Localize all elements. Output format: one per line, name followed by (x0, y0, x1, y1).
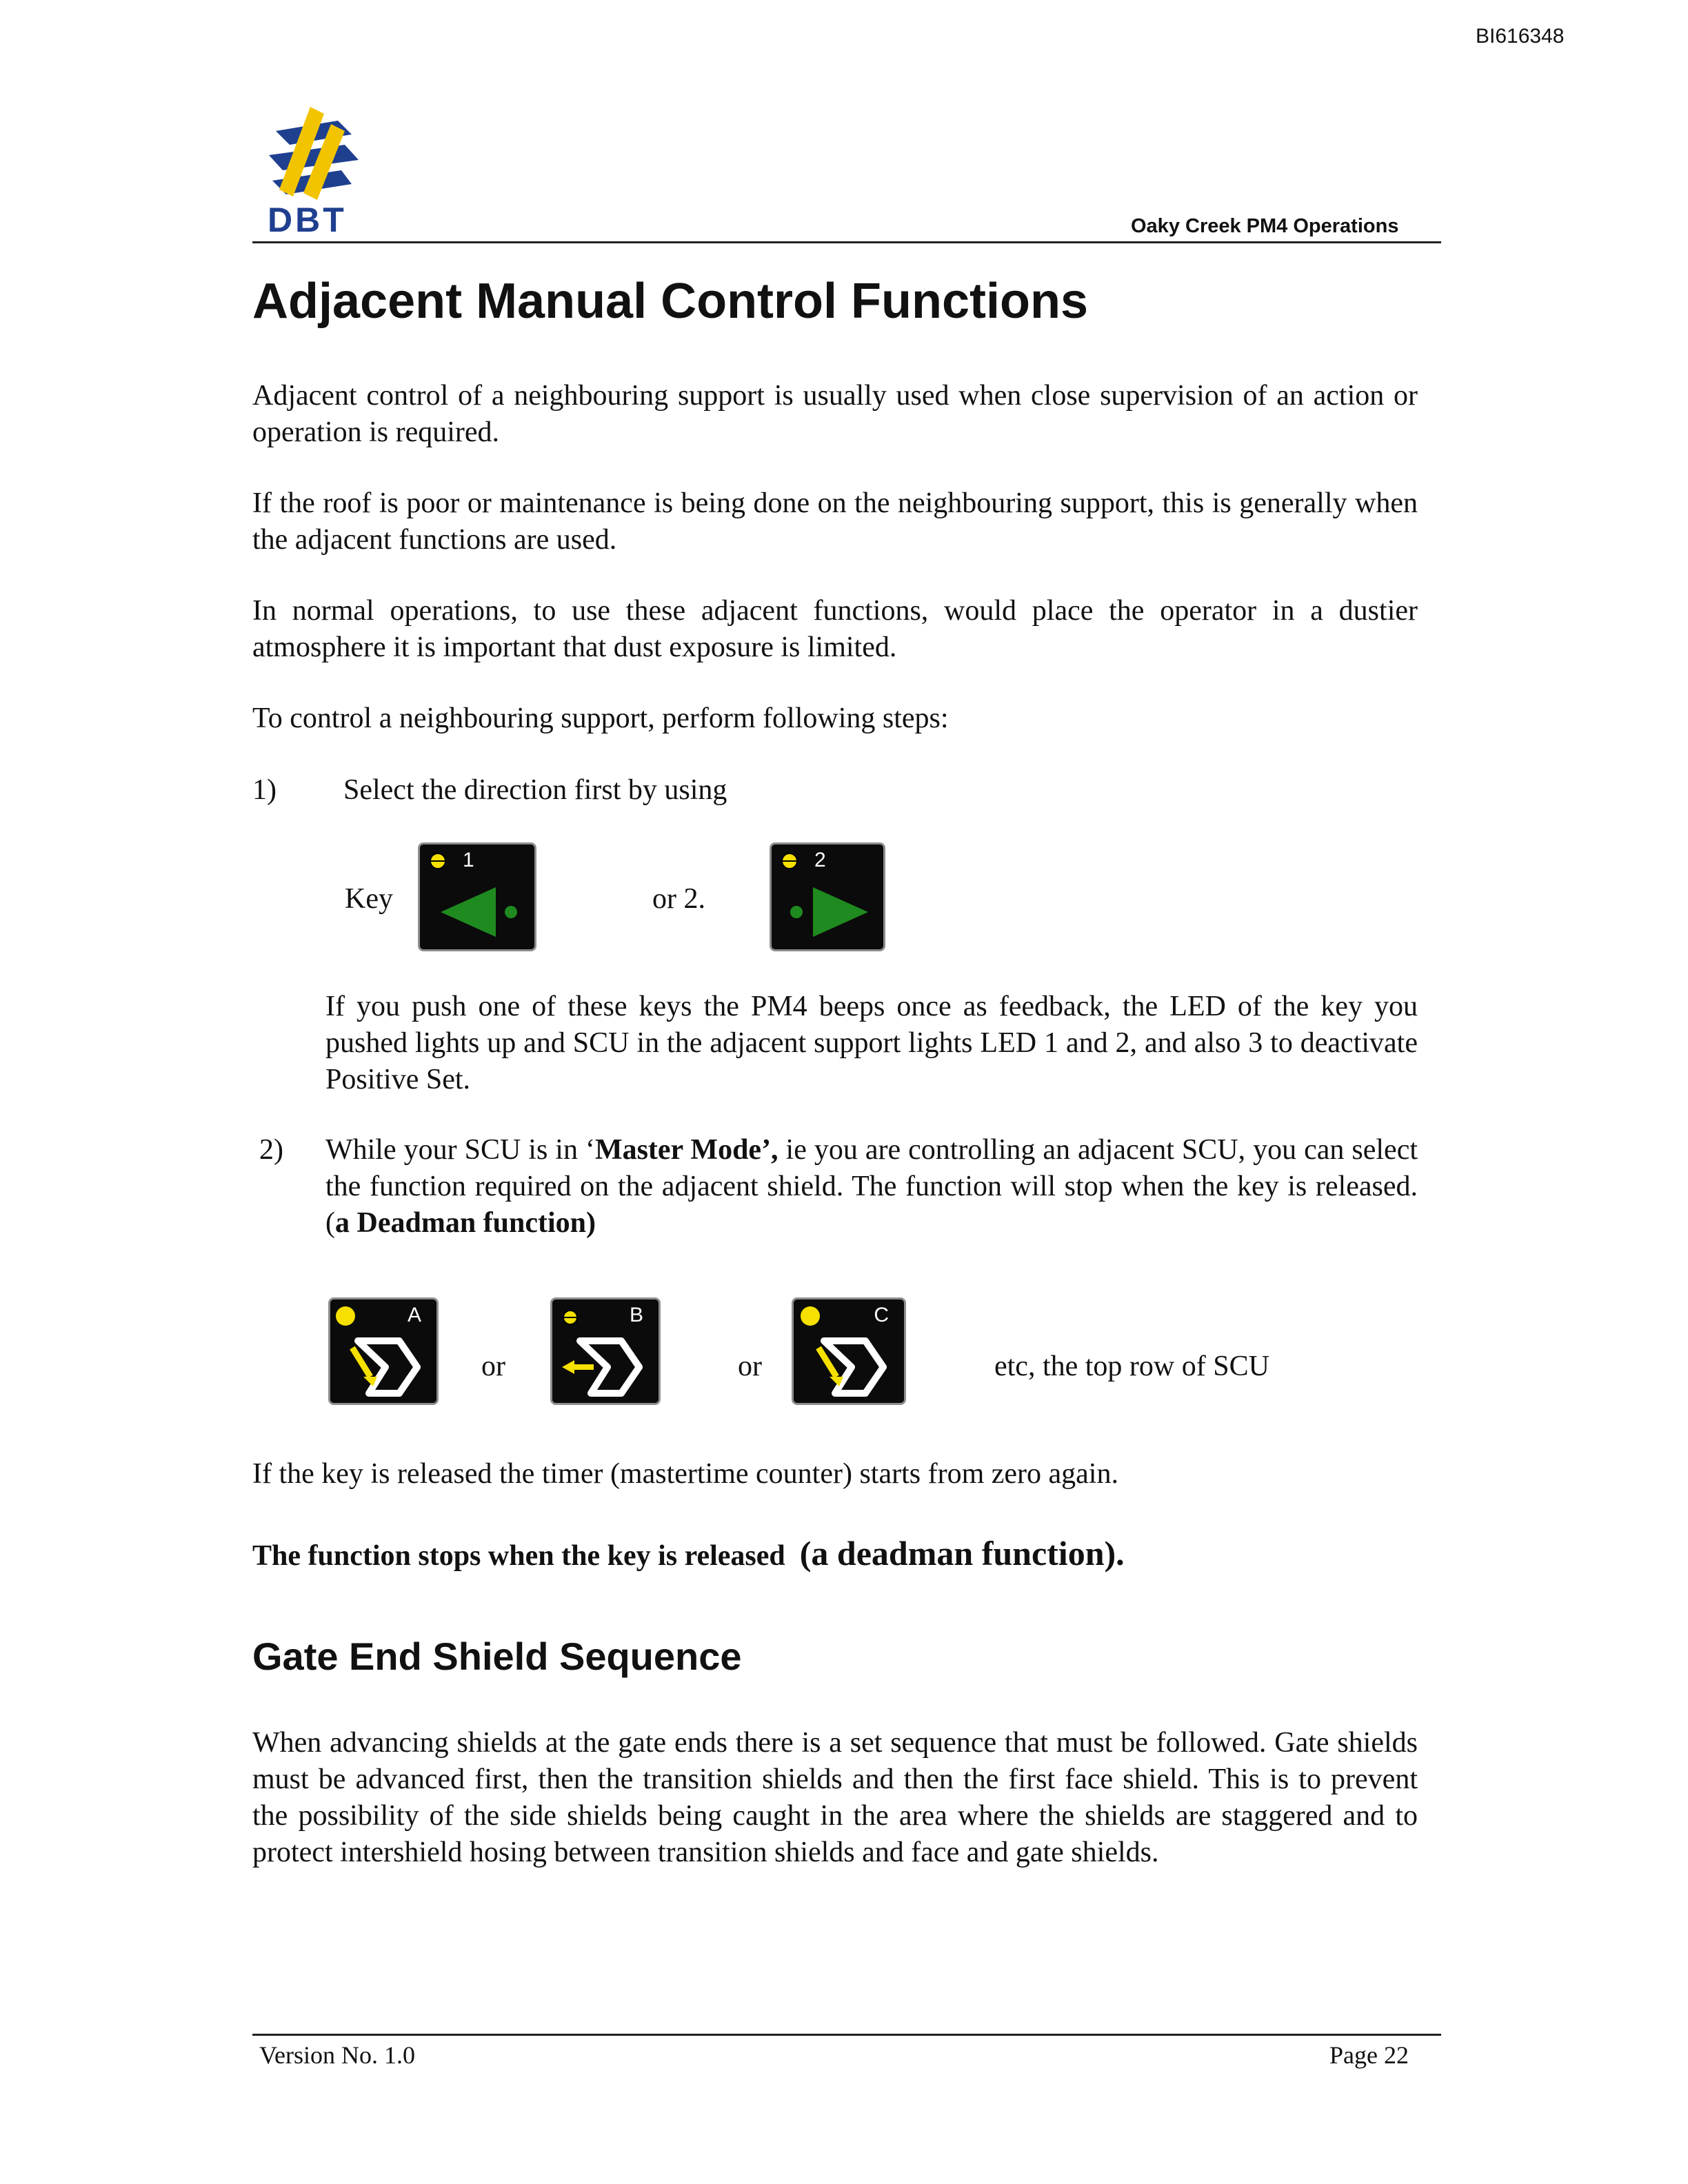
function-stops-part2: (a deadman function). (799, 1534, 1125, 1573)
right-arrow-icon (772, 845, 883, 949)
key-2-right-arrow (770, 842, 885, 951)
key-c-function (792, 1297, 906, 1405)
step2-deadman: a Deadman function) (335, 1207, 596, 1239)
step1-number: 1) (252, 774, 277, 806)
paragraph-2: If the roof is poor or maintenance is being done on the neighbouring support, this is generally when the adjacent functions are used. (252, 487, 1418, 556)
released-text: If the key is released the timer (mastertime counter) starts from zero again. (252, 1458, 1118, 1490)
or-text-1: or (481, 1351, 505, 1382)
or-text-2: or (738, 1351, 762, 1382)
or-2-text: or 2. (652, 883, 705, 915)
paragraph-3: In normal operations, to use these adjacent functions, would place the operator in a dustier atmosphere it is important that dust exposure is limited. (252, 595, 1418, 663)
top-row-text: etc, the top row of SCU (994, 1351, 1269, 1382)
paragraph-1: Adjacent control of a neighbouring support is usually used when close supervision of an action or operation is required. (252, 380, 1418, 448)
step2-number: 2) (259, 1134, 283, 1166)
key-label: Key (345, 883, 393, 915)
step2-master-mode: Master Mode’, (594, 1134, 778, 1166)
footer-version: Version No. 1.0 (259, 2041, 415, 2069)
function-stops-text (252, 1533, 1125, 1573)
shield-retract-icon (552, 1300, 659, 1403)
step1-note: If you push one of these keys the PM4 beeps once as feedback, the LED of the key you pushed lights up and SCU in the adjacent support lights LED 1 and 2, and also 3 to deactivate Positive Set. (325, 991, 1418, 1095)
key-b-function (550, 1297, 661, 1405)
key-a-label: A (407, 1304, 421, 1326)
header-title: Oaky Creek PM4 Operations (1131, 215, 1399, 237)
paragraph-4: To control a neighbouring support, perform following steps: (252, 702, 949, 734)
key-2-label: 2 (814, 849, 826, 871)
function-stops-part1: The function stops when the key is released (252, 1540, 785, 1572)
step1-text: Select the direction first by using (343, 774, 727, 806)
header-rule (252, 241, 1441, 243)
dbt-logo (262, 103, 365, 241)
logo-text: DBT (268, 201, 347, 239)
shield-advance-alt-icon (794, 1300, 904, 1403)
page-title: Adjacent Manual Control Functions (252, 274, 1089, 329)
key-1-left-arrow (418, 842, 536, 951)
section2-paragraph: When advancing shields at the gate ends there is a set sequence that must be followed. Gate shields must be advanced first, then the transition shields and then the first face shield. This is to prevent the possibility of the side shields being caught in the area where the shields are staggered and to protect intershield hosing between transition shields and face and gate shields. (252, 1727, 1418, 1868)
key-a-function (328, 1297, 439, 1405)
step2-text-b: ie you are controlling an adjacent SCU, you can select the function required on the adjacent shield. The function will stop when the key is released. ( (325, 1134, 1418, 1239)
key-1-label: 1 (463, 849, 474, 871)
key-b-label: B (629, 1304, 643, 1326)
footer-rule (252, 2034, 1441, 2036)
document-id: BI616348 (1476, 25, 1565, 48)
footer-page-number: Page 22 (1329, 2041, 1409, 2069)
section-title-gate-end: Gate End Shield Sequence (252, 1635, 742, 1678)
left-arrow-icon (420, 845, 534, 949)
step2-text (325, 1132, 1418, 1242)
step2-text-a: While your SCU is in ‘ (325, 1134, 595, 1166)
shield-advance-icon (330, 1300, 436, 1403)
key-c-label: C (874, 1304, 889, 1326)
